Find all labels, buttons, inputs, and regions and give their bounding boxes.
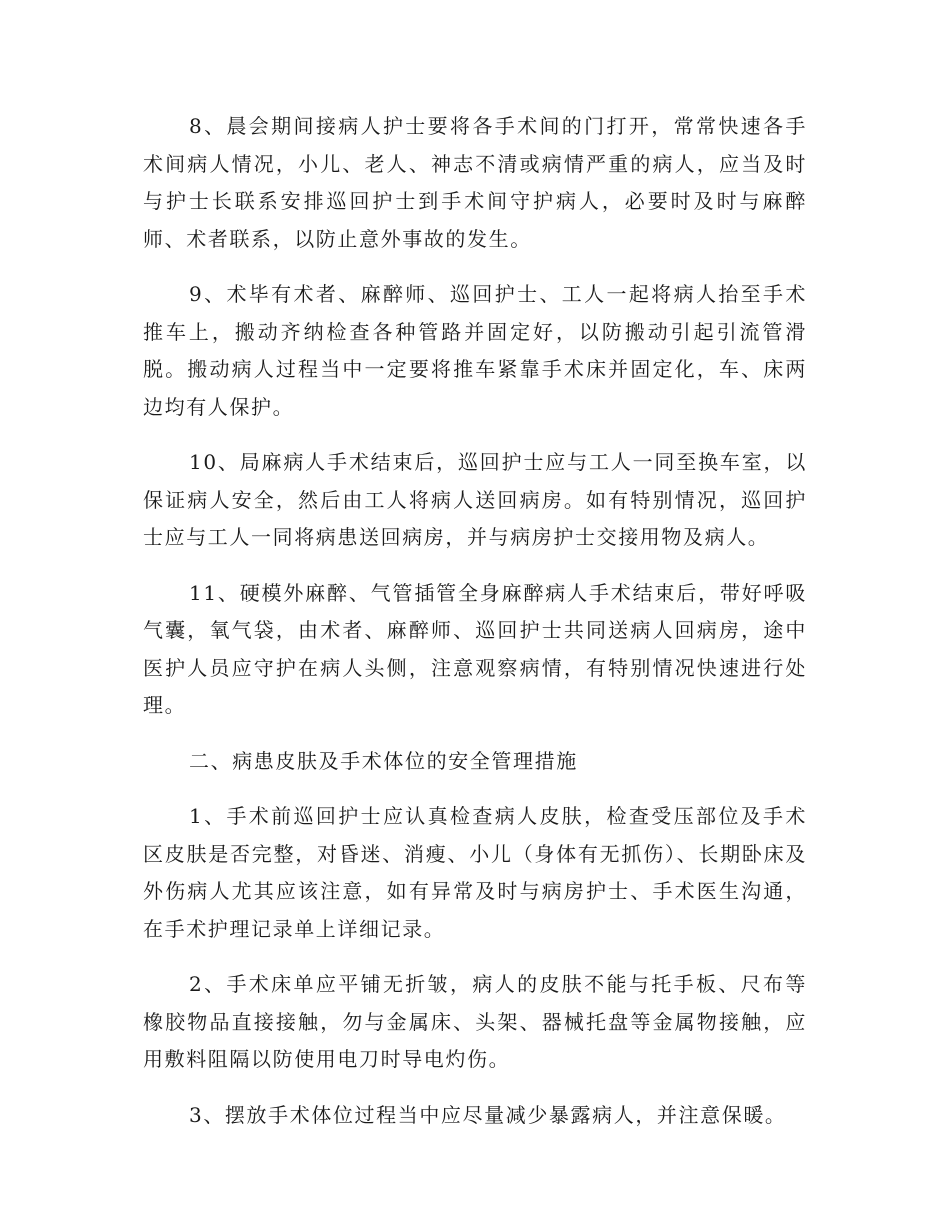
paragraph-item-2: 2、手术床单应平铺无折皱，病人的皮肤不能与托手板、尺布等橡胶物品直接接触，勿与金属床、头架、器械托盘等金属物接触，应用敷料阻隔以防使用电刀时导电灼伤。	[143, 972, 807, 1071]
paragraph-item-1: 1、手术前巡回护士应认真检查病人皮肤，检查受压部位及手术区皮肤是否完整，对昏迷、消瘦、小儿（身体有无抓伤）、长期卧床及外伤病人尤其应该注意，如有异常及时与病房护士、手术医生沟通，在手术护理记录单上详细记录。	[143, 804, 807, 941]
paragraph-item-10: 10、局麻病人手术结束后，巡回护士应与工人一同至换车室，以保证病人安全，然后由工人将病人送回病房。如有特别情况，巡回护士应与工人一同将病患送回病房，并与病房护士交接用物及病人。	[143, 450, 807, 549]
paragraph-item-11: 11、硬模外麻醉、气管插管全身麻醉病人手术结束后，带好呼吸气囊，氧气袋，由术者、麻醉师、巡回护士共同送病人回病房，途中医护人员应守护在病人头侧，注意观察病情，有特别情况快速进行处理。	[143, 580, 807, 717]
section-heading: 二、病患皮肤及手术体位的安全管理措施	[189, 748, 578, 773]
paragraph-item-8: 8、晨会期间接病人护士要将各手术间的门打开，常常快速各手术间病人情况，小儿、老人、神志不清或病情严重的病人，应当及时与护士长联系安排巡回护士到手术间守护病人，必要时及时与麻醉师、术者联系，以防止意外事故的发生。	[143, 114, 807, 251]
paragraph-item-9: 9、术毕有术者、麻醉师、巡回护士、工人一起将病人抬至手术推车上，搬动齐纳检查各种管路并固定好，以防搬动引起引流管滑脱。搬动病人过程当中一定要将推车紧靠手术床并固定化，车、床两边均有人保护。	[143, 282, 807, 419]
paragraph-item-3: 3、摆放手术体位过程当中应尽量减少暴露病人，并注意保暖。	[189, 1102, 787, 1127]
document-body	[143, 108, 807, 1152]
